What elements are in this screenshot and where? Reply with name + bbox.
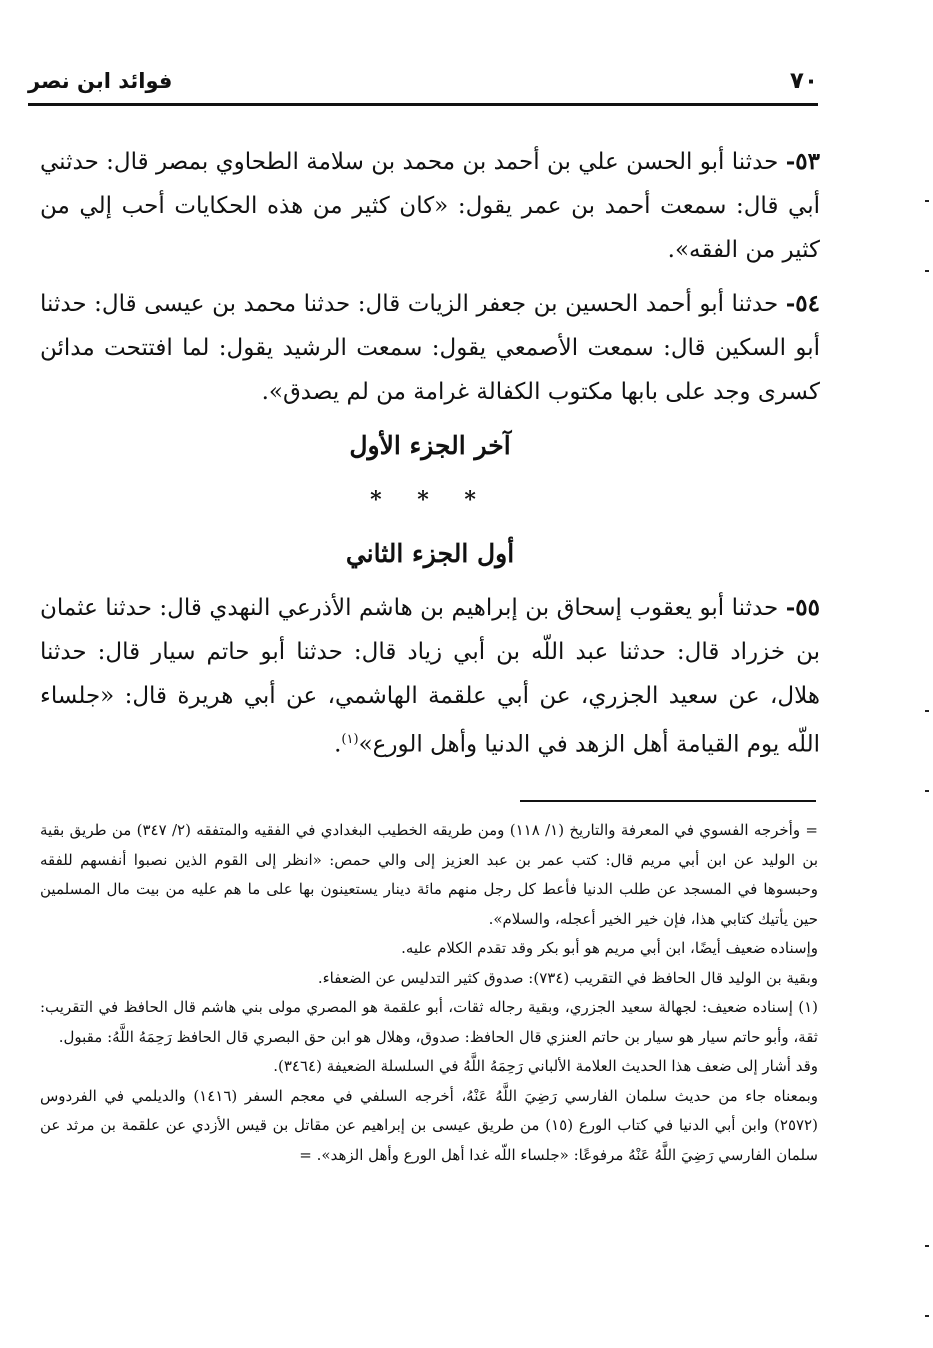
start-part-two-heading: أول الجزء الثاني	[345, 539, 515, 568]
hadith-end-punct: .	[334, 731, 342, 758]
hadith-number: ٥٥-	[785, 594, 820, 621]
footnote-1: (١) إسناده ضعيف: لجهالة سعيد الجزري، وبقية رجاله ثقات، أبو علقمة هو المصري مولى بني هاشم قال الحافظ في التقريب: ثقة، وأبو حاتم سيار هو سيار بن حاتم العنزي قال الحافظ: صدوق، وهلال هو ابن حق البصري قال الحافظ رَحِمَهُ اللَّهُ: مقبول.	[40, 998, 818, 1046]
scan-mark	[925, 710, 929, 712]
footnote-ref[interactable]: (١)	[341, 732, 359, 747]
book-title: فوائد ابن نصر	[28, 69, 173, 93]
hadith-53	[40, 140, 820, 272]
scan-mark	[925, 270, 929, 272]
scan-mark	[925, 200, 929, 202]
hadith-text: حدثنا أبو يعقوب إسحاق بن إبراهيم بن هاشم الأذرعي النهدي قال: حدثنا عثمان بن خزراد قال: حدثنا عبد اللّه بن أبي زياد قال: حدثنا أبو حاتم سيار قال: حدثنا هلال، عن سعيد الجزري، عن أبي علقمة الهاشمي، عن أبي هريرة قال: «جلساء اللّه يوم القيامة أهل الزهد في الدنيا وأهل الورع»	[40, 595, 820, 758]
footnotes	[40, 816, 818, 1170]
footnote-line: وقد أشار إلى ضعف هذا الحديث العلامة الألباني رَحِمَهُ اللَّهُ في السلسلة الضعيفة (٣٤٦٤).	[273, 1057, 818, 1075]
footnote-line: وبقية بن الوليد قال الحافظ في التقريب (٧٣٤): صدوق كثير التدليس عن الضعفاء.	[317, 968, 818, 987]
running-header	[28, 58, 818, 104]
hadith-number: ٥٤-	[785, 290, 821, 317]
hadith-text: حدثنا أبو أحمد الحسين بن جعفر الزيات قال: حدثنا محمد بن عيسى قال: حدثنا أبو السكين قال: سمعت الأصمعي يقول: سمعت الرشيد يقول: لما افتتحت مدائن كسرى وجد على بابها مكتوب الكفالة غرامة من لم يصدق».	[40, 291, 820, 405]
scan-mark	[925, 1315, 929, 1317]
hadith-text: حدثنا أبو الحسن علي بن أحمد بن محمد بن سلامة الطحاوي بمصر قال: حدثني أبي قال: سمعت أحمد بن عمر يقول: «كان كثير من هذه الحكايات أحب إلي من كثير من الفقه».	[40, 149, 820, 263]
hadith-55	[40, 586, 820, 767]
hadith-54	[40, 282, 820, 414]
separator-stars: * * *	[370, 487, 490, 513]
footnote-rule	[520, 800, 816, 802]
scan-mark	[925, 1245, 929, 1247]
end-part-one-heading: آخر الجزء الأول	[349, 431, 511, 460]
footnote-line: وإسناده ضعيف أيضًا، ابن أبي مريم هو أبو بكر وقد تقدم الكلام عليه.	[401, 939, 818, 957]
footnote-continuation: = وأخرجه الفسوي في المعرفة والتاريخ (١/ ١١٨) ومن طريقه الخطيب البغدادي في الفقيه والمتفقه (٢/ ٣٤٧) من طريق بقية بن الوليد عن ابن أبي مريم قال: كتب عمر بن عبد العزيز إلى والي حمص: «انظر إلى القوم الذين نصبوا أنفسهم للفقه وحبسوها في المسجد عن طلب الدنيا فأعط كل رجل منهم مائة دينار يستعينون بها على ما هم عليه من بيت مال المسلمين حين يأتيك كتابي هذا، فإن خير الخير أعجله، والسلام».	[40, 821, 818, 928]
hadith-number: ٥٣-	[785, 148, 821, 175]
page-number: ٧٠	[789, 68, 818, 94]
footnote-line: وبمعناه جاء من حديث سلمان الفارسي رَضِيَ اللَّهُ عَنْهُ، أخرجه السلفي في معجم السفر (١٤١٦) والديلمي في الفردوس (٢٥٧٢) وابن أبي الدنيا في كتاب الورع (١٥) من طريق عيسى بن إبراهيم عن مقاتل بن قيس الأزدي عن علقمة بن مرثد عن سلمان الفارسي رَضِيَ اللَّهُ عَنْهُ مرفوعًا: «جلساء اللّه غدا أهل الورع وأهل الزهد». =	[40, 1086, 818, 1164]
main-text	[40, 140, 820, 777]
header-rule	[28, 103, 818, 106]
scan-mark	[925, 790, 929, 792]
